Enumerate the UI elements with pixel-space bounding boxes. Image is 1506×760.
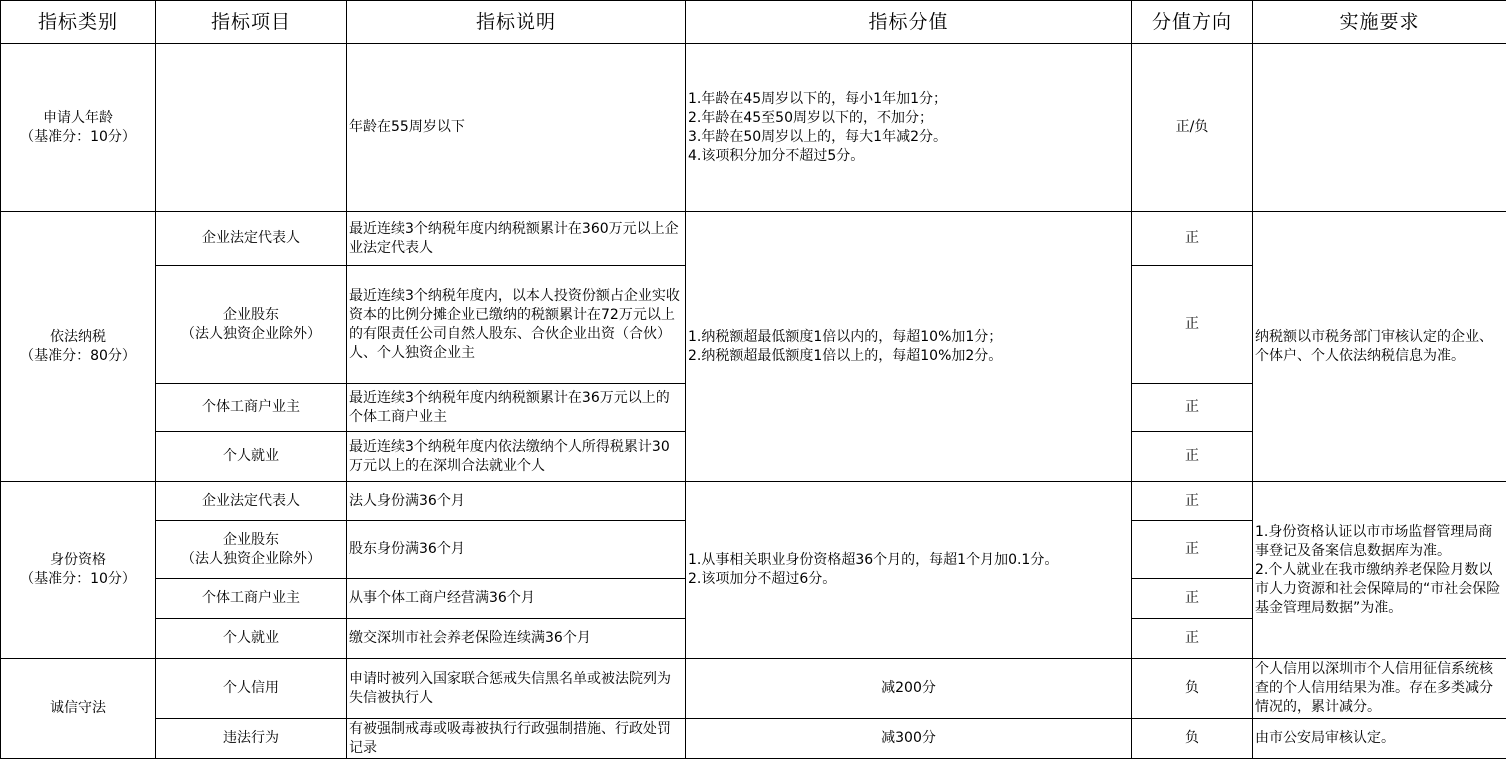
direction-cell: 正/负 [1132, 44, 1253, 212]
score-cell: 1.纳税额超最低额度1倍以内的，每超10%加1分； 2.纳税额超最低额度1倍以上的，每超10%加2分。 [686, 212, 1132, 482]
header-description: 指标说明 [347, 1, 686, 44]
score-cell: 减300分 [686, 719, 1132, 759]
description-cell: 年龄在55周岁以下 [347, 44, 686, 212]
direction-cell: 正 [1132, 384, 1253, 432]
direction-cell: 正 [1132, 619, 1253, 659]
requirement-cell [1253, 44, 1506, 212]
score-cell: 1.从事相关职业身份资格超36个月的，每超1个月加0.1分。 2.该项加分不超过6分。 [686, 482, 1132, 659]
item-cell: 企业股东 （法人独资企业除外） [156, 266, 347, 384]
table-row [1, 482, 1506, 521]
description-cell: 最近连续3个纳税年度内依法缴纳个人所得税累计30万元以上的在深圳合法就业个人 [347, 432, 686, 482]
table-row [1, 659, 1506, 719]
header-item: 指标项目 [156, 1, 347, 44]
description-cell: 从事个体工商户经营满36个月 [347, 579, 686, 619]
description-cell: 申请时被列入国家联合惩戒失信黑名单或被法院列为失信被执行人 [347, 659, 686, 719]
direction-cell: 正 [1132, 521, 1253, 579]
direction-cell: 正 [1132, 266, 1253, 384]
direction-cell: 正 [1132, 432, 1253, 482]
header-direction: 分值方向 [1132, 1, 1253, 44]
direction-cell: 负 [1132, 659, 1253, 719]
description-cell: 股东身份满36个月 [347, 521, 686, 579]
item-cell: 企业法定代表人 [156, 212, 347, 266]
item-cell: 个体工商户业主 [156, 384, 347, 432]
direction-cell: 负 [1132, 719, 1253, 759]
direction-cell: 正 [1132, 579, 1253, 619]
requirement-cell: 纳税额以市税务部门审核认定的企业、个体户、个人依法纳税信息为准。 [1253, 212, 1506, 482]
header-score: 指标分值 [686, 1, 1132, 44]
item-cell: 个体工商户业主 [156, 579, 347, 619]
item-cell [156, 44, 347, 212]
category-cell: 申请人年龄 （基准分：10分） [1, 44, 156, 212]
item-cell: 个人就业 [156, 432, 347, 482]
table-row [1, 44, 1506, 212]
item-cell: 个人信用 [156, 659, 347, 719]
table-row [1, 212, 1506, 266]
category-cell: 诚信守法 [1, 659, 156, 759]
header-row [1, 1, 1506, 44]
score-cell: 1.年龄在45周岁以下的，每小1年加1分； 2.年龄在45至50周岁以下的，不加分； 3.年龄在50周岁以上的，每大1年减2分。 4.该项积分加分不超过5分。 [686, 44, 1132, 212]
description-cell: 最近连续3个纳税年度内纳税额累计在36万元以上的个体工商户业主 [347, 384, 686, 432]
score-cell: 减200分 [686, 659, 1132, 719]
item-cell: 违法行为 [156, 719, 347, 759]
header-requirement: 实施要求 [1253, 1, 1506, 44]
item-cell: 企业股东 （法人独资企业除外） [156, 521, 347, 579]
description-cell: 法人身份满36个月 [347, 482, 686, 521]
category-cell: 依法纳税 （基准分：80分） [1, 212, 156, 482]
header-category: 指标类别 [1, 1, 156, 44]
description-cell: 缴交深圳市社会养老保险连续满36个月 [347, 619, 686, 659]
item-cell: 企业法定代表人 [156, 482, 347, 521]
requirement-cell: 1.身份资格认证以市市场监督管理局商事登记及备案信息数据库为准。 2.个人就业在我市缴纳养老保险月数以市人力资源和社会保障局的“市社会保险基金管理局数据”为准。 [1253, 482, 1506, 659]
description-cell: 最近连续3个纳税年度内纳税额累计在360万元以上企业法定代表人 [347, 212, 686, 266]
description-cell: 最近连续3个纳税年度内，以本人投资份额占企业实收资本的比例分摊企业已缴纳的税额累计在72万元以上的有限责任公司自然人股东、合伙企业出资（合伙）人、个人独资企业主 [347, 266, 686, 384]
direction-cell: 正 [1132, 212, 1253, 266]
table-row [1, 719, 1506, 759]
direction-cell: 正 [1132, 482, 1253, 521]
requirement-cell: 由市公安局审核认定。 [1253, 719, 1506, 759]
description-cell: 有被强制戒毒或吸毒被执行行政强制措施、行政处罚记录 [347, 719, 686, 759]
category-cell: 身份资格 （基准分：10分） [1, 482, 156, 659]
item-cell: 个人就业 [156, 619, 347, 659]
requirement-cell: 个人信用以深圳市个人信用征信系统核查的个人信用结果为准。存在多类减分情况的，累计减分。 [1253, 659, 1506, 719]
